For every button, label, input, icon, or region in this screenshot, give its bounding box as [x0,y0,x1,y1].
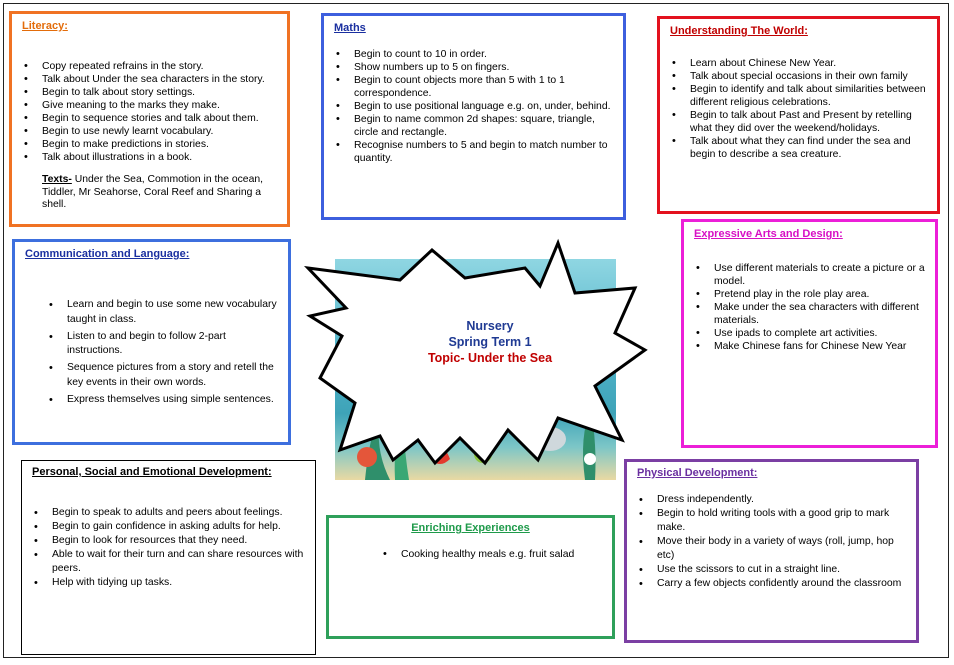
list-item: • Begin to speak to adults and peers about feelings. [32,506,305,520]
list-item: • Begin to use positional language e.g. on, under, behind. [334,100,613,113]
enriching-title: Enriching Experiences [411,522,530,534]
starburst-shape [300,238,652,500]
list-item: • Begin to talk about story settings. [22,86,277,99]
understanding-world-box [657,16,940,214]
enriching-list [339,548,602,561]
list-item: • Sequence pictures from a story and retell the key events in their own words. [47,361,278,390]
understanding-world-list [670,57,927,161]
list-item: • Talk about what they can find under the sea and begin to describe a sea creature. [670,135,927,161]
maths-list [334,48,613,165]
list-item: • Begin to make predictions in stories. [22,138,277,151]
physical-list [637,493,906,591]
maths-box [321,13,626,220]
list-item: • Move their body in a variety of ways (roll, jump, hop etc) [637,535,906,563]
expressive-arts-list [694,262,925,353]
list-item: • Begin to hold writing tools with a good grip to mark make. [637,507,906,535]
list-item: • Begin to use newly learnt vocabulary. [22,125,277,138]
list-item: • Use ipads to complete art activities. [694,327,925,340]
list-item: • Begin to talk about Past and Present by retelling what they did over the weekend/holidays. [670,109,927,135]
list-item: • Help with tidying up tasks. [32,576,305,590]
understanding-world-title: Understanding The World: [670,25,808,37]
list-item: • Begin to identify and talk about similarities between different religious celebrations. [670,83,927,109]
expressive-arts-title: Expressive Arts and Design: [694,228,843,240]
list-item: • Carry a few objects confidently around the classroom [637,577,906,591]
literacy-list [22,60,277,164]
list-item: • Begin to count objects more than 5 with 1 to 1 correspondence. [334,74,613,100]
communication-title: Communication and Language: [25,248,190,260]
list-item: • Learn about Chinese New Year. [670,57,927,70]
texts-body: Under the Sea, Commotion in the ocean, Tiddler, Mr Seahorse, Coral Reef and Sharing a shell. [42,174,264,210]
expressive-arts-box [681,219,938,448]
communication-box [12,239,291,445]
maths-title: Maths [334,22,366,34]
texts-label: Texts- [42,174,72,185]
psed-list [32,506,305,590]
communication-list [25,298,278,407]
list-item: • Make Chinese fans for Chinese New Year [694,340,925,353]
list-item: • Pretend play in the role play area. [694,288,925,301]
literacy-box [9,11,290,227]
list-item: • Dress independently. [637,493,906,507]
psed-title: Personal, Social and Emotional Development: [32,466,272,478]
physical-box [624,459,919,643]
list-item: • Use the scissors to cut in a straight line. [637,563,906,577]
list-item: • Talk about Under the sea characters in the story. [22,73,277,86]
list-item: • Copy repeated refrains in the story. [22,60,277,73]
list-item: • Listen to and begin to follow 2-part instructions. [47,330,278,359]
list-item: • Begin to name common 2d shapes: square, triangle, circle and rectangle. [334,113,613,139]
literacy-title: Literacy: [22,20,68,32]
literacy-texts [42,174,277,212]
topic-line-term: Spring Term 1 [448,335,532,349]
topic-panel [400,318,580,366]
list-item: • Begin to count to 10 in order. [334,48,613,61]
list-item: • Talk about special occasions in their own family [670,70,927,83]
physical-title: Physical Development: [637,467,758,479]
psed-box [21,460,316,655]
list-item: • Make under the sea characters with different materials. [694,301,925,327]
list-item: • Able to wait for their turn and can share resources with peers. [32,548,305,576]
list-item: • Talk about illustrations in a book. [22,151,277,164]
list-item: • Use different materials to create a picture or a model. [694,262,925,288]
enriching-box [326,515,615,639]
list-item: • Give meaning to the marks they make. [22,99,277,112]
list-item: • Begin to sequence stories and talk about them. [22,112,277,125]
list-item: • Express themselves using simple sentences. [47,393,278,408]
list-item: • Cooking healthy meals e.g. fruit salad [381,548,602,561]
list-item: • Recognise numbers to 5 and begin to match number to quantity. [334,139,613,165]
topic-line-topic: Topic- Under the Sea [427,351,553,365]
topic-line-nursery: Nursery [466,319,514,333]
list-item: • Begin to look for resources that they need. [32,534,305,548]
list-item: • Begin to gain confidence in asking adults for help. [32,520,305,534]
list-item: • Show numbers up to 5 on fingers. [334,61,613,74]
list-item: • Learn and begin to use some new vocabulary taught in class. [47,298,278,327]
